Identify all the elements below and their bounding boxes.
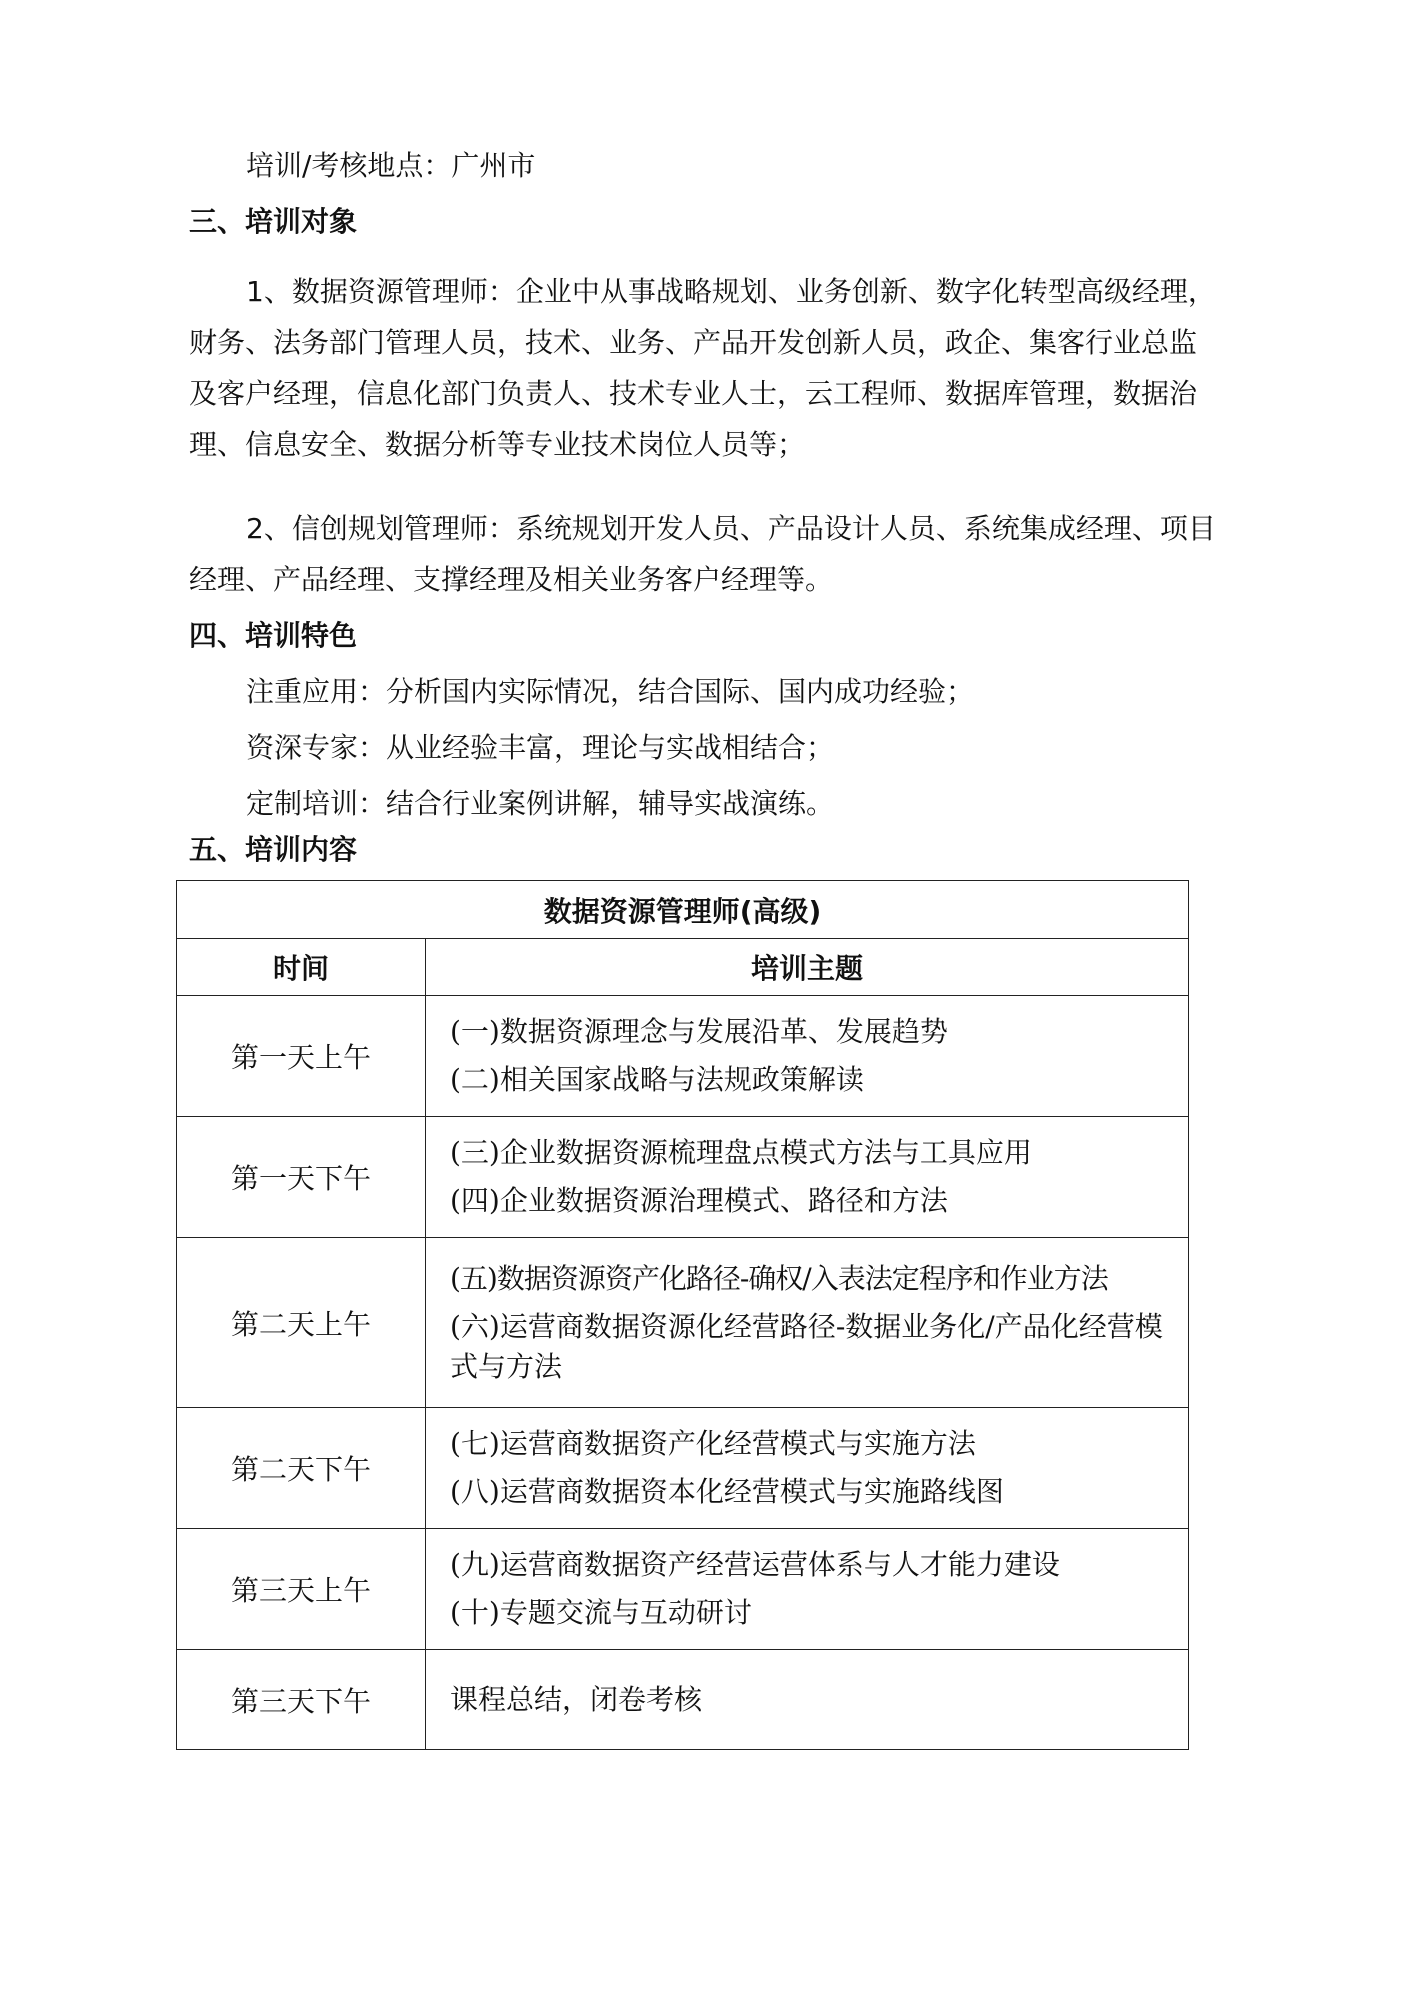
table-header-row xyxy=(177,939,1189,996)
topic-item: (四)企业数据资源治理模式、路径和方法 xyxy=(450,1184,948,1217)
header-time: 时间 xyxy=(177,939,426,996)
table-row xyxy=(177,1650,1189,1750)
row-topics xyxy=(426,1117,1189,1238)
row-time: 第三天上午 xyxy=(177,1529,426,1650)
section-3-heading: 三、培训对象 xyxy=(189,205,358,238)
row-time: 第三天下午 xyxy=(177,1650,426,1750)
audience-item-2 xyxy=(189,503,1224,605)
row-topics xyxy=(426,996,1189,1117)
topic-item: (一)数据资源理念与发展沿革、发展趋势 xyxy=(450,1015,948,1048)
section-4-heading: 四、培训特色 xyxy=(189,619,358,652)
table-row xyxy=(177,1117,1189,1238)
header-topic: 培训主题 xyxy=(426,939,1189,996)
row-time: 第一天下午 xyxy=(177,1117,426,1238)
row-topics xyxy=(426,1529,1189,1650)
row-time: 第一天上午 xyxy=(177,996,426,1117)
table-row xyxy=(177,996,1189,1117)
feature-item-2: 资深专家：从业经验丰富，理论与实战相结合； xyxy=(246,731,835,764)
table-row xyxy=(177,1529,1189,1650)
row-time: 第二天上午 xyxy=(177,1238,426,1408)
feature-item-1: 注重应用：分析国内实际情况，结合国际、国内成功经验； xyxy=(246,675,975,708)
row-topics xyxy=(426,1408,1189,1529)
section-5-heading: 五、培训内容 xyxy=(189,833,358,866)
topic-item: (三)企业数据资源梳理盘点模式方法与工具应用 xyxy=(450,1136,1032,1169)
row-topics xyxy=(426,1238,1189,1408)
audience-item-1-text: 1、数据资源管理师：企业中从事战略规划、业务创新、数字化转型高级经理，财务、法务部门管理人员，技术、业务、产品开发创新人员，政企、集客行业总监及客户经理，信息化部门负责人、技术专业人士，云工程师、数据库管理，数据治理、信息安全、数据分析等专业技术岗位人员等； xyxy=(189,275,1216,461)
row-topics xyxy=(426,1650,1189,1750)
topic-item: (五)数据资源资产化路径-确权/入表法定程序和作业方法 xyxy=(450,1261,1108,1295)
table-row xyxy=(177,1238,1189,1408)
training-location: 培训/考核地点：广州市 xyxy=(246,149,536,182)
row-time: 第二天下午 xyxy=(177,1408,426,1529)
audience-item-2-text: 2、信创规划管理师：系统规划开发人员、产品设计人员、系统集成经理、项目经理、产品经理、支撑经理及相关业务客户经理等。 xyxy=(189,512,1216,596)
topic-item: (八)运营商数据资本化经营模式与实施路线图 xyxy=(450,1475,1004,1508)
training-schedule-table xyxy=(176,880,1189,1750)
audience-item-1 xyxy=(189,266,1224,470)
table-title-row xyxy=(177,881,1189,939)
topic-item: (六)运营商数据资源化经营路径-数据业务化/产品化经营模式与方法 xyxy=(450,1309,1163,1383)
table-row xyxy=(177,1408,1189,1529)
topic-item: (九)运营商数据资产经营运营体系与人才能力建设 xyxy=(450,1548,1060,1581)
feature-item-3: 定制培训：结合行业案例讲解，辅导实战演练。 xyxy=(246,787,835,820)
topic-item: (七)运营商数据资产化经营模式与实施方法 xyxy=(450,1427,976,1460)
topic-item: (二)相关国家战略与法规政策解读 xyxy=(450,1063,864,1096)
topic-item: 课程总结，闭卷考核 xyxy=(450,1682,703,1716)
table-title: 数据资源管理师(高级) xyxy=(177,881,1189,939)
topic-item: (十)专题交流与互动研讨 xyxy=(450,1596,752,1629)
